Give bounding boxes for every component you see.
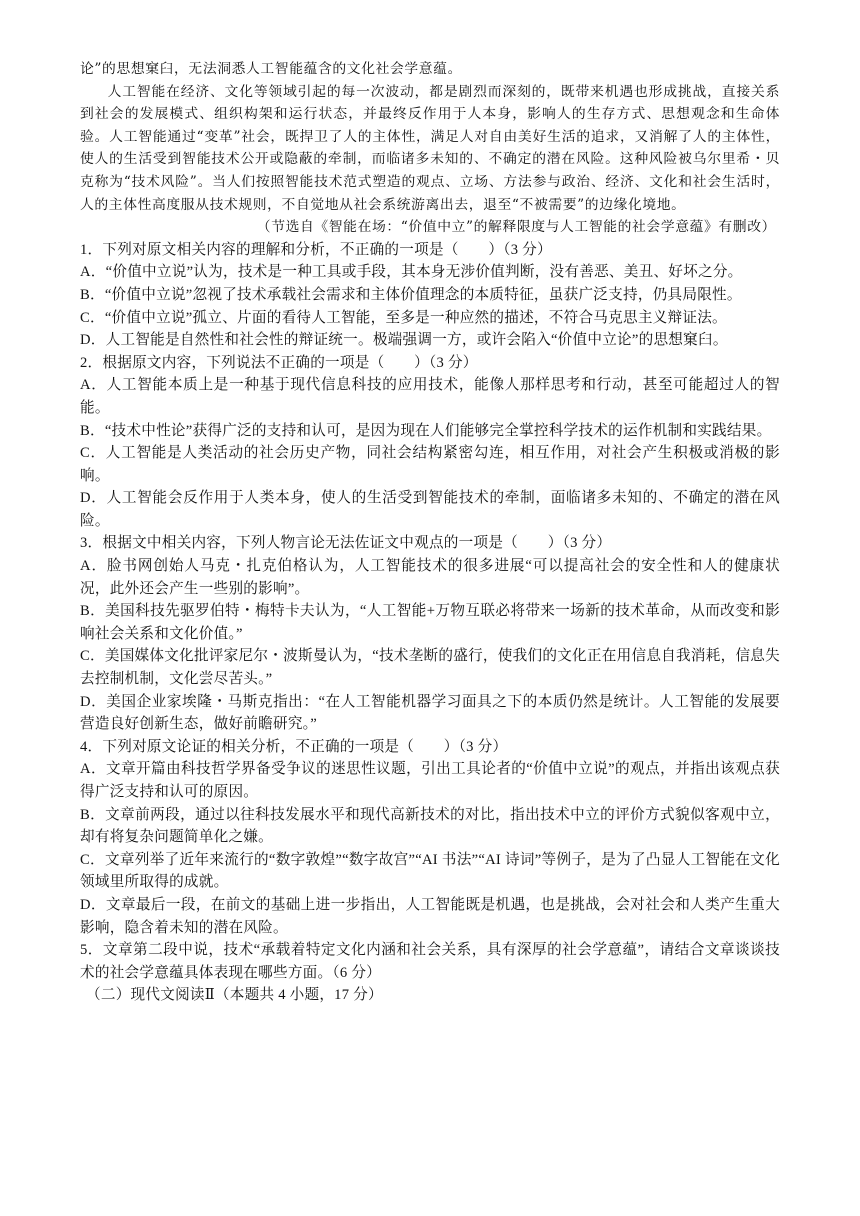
question-4 <box>80 736 780 939</box>
question-stem: 2．根据原文内容，下列说法不正确的一项是（ ）（3 分） <box>80 354 478 371</box>
option-b: B．“技术中性论”获得广泛的支持和认可，是因为现在人们能够完全掌控科学技术的运作机制和实践结果。 <box>80 422 772 439</box>
question-stem: 3．根据文中相关内容，下列人物言论无法佐证文中观点的一项是（ ）（3 分） <box>80 535 612 552</box>
question-1 <box>80 239 780 352</box>
option-a: A．“价值中立说”认为，技术是一种工具或手段，其本身无涉价值判断，没有善恶、美丑、好坏之分。 <box>80 264 743 281</box>
passage-paragraph-0: 论”的思想窠臼，无法洞悉人工智能蕴含的文化社会学意蕴。 <box>80 61 462 77</box>
option-d: D．人工智能是自然性和社会性的辩证统一。极端强调一方，或许会陷入“价值中立论”的思想窠臼。 <box>80 332 728 349</box>
option-d: D．文章最后一段，在前文的基础上进一步指出，人工智能既是机遇，也是挑战，会对社会和人类产生重大影响，隐含着未知的潜在风险。 <box>80 896 780 936</box>
option-c: C．人工智能是人类活动的社会历史产物，同社会结构紧密勾连，相互作用，对社会产生积极或消极的影响。 <box>80 445 780 484</box>
option-b: B．美国科技先驱罗伯特・梅特卡夫认为，“人工智能+万物互联必将带来一场新的技术革命，从而改变和影响社会关系和文化价值。” <box>80 603 780 642</box>
question-3 <box>80 532 780 735</box>
passage-source: （节选自《智能在场：“价值中立”的解释限度与人工智能的社会学意蕴》有删改） <box>256 219 776 236</box>
option-c: C．文章列举了近年来流行的“数字敦煌”“数字故宫”“AI 书法”“AI 诗词”等例子，是为了凸显人工智能在文化领域里所取得的成就。 <box>80 851 780 891</box>
option-d: D．美国企业家埃隆・马斯克指出：“在人工智能机器学习面具之下的本质仍然是统计。人工智能的发展要营造良好创新生态，做好前瞻研究。” <box>80 693 780 733</box>
option-a: A．文章开篇由科技哲学界备受争议的迷思性议题，引出工具论者的“价值中立说”的观点，并指出该观点获得广泛支持和认可的原因。 <box>80 761 780 800</box>
option-a: A．脸书网创始人马克・扎克伯格认为，人工智能技术的很多进展“可以提高社会的安全性和人的健康状况，此外还会产生一些别的影响”。 <box>80 558 780 597</box>
section-heading: （二）现代文阅读Ⅱ（本题共 4 小题，17 分） <box>86 987 383 1004</box>
option-b: B．“价值中立说”忽视了技术承载社会需求和主体价值理念的本质特征，虽获广泛支持，仍具局限性。 <box>80 286 742 303</box>
option-a: A．人工智能本质上是一种基于现代信息科技的应用技术，能像人那样思考和行动，甚至可能超过人的智能。 <box>80 377 780 416</box>
option-c: C．“价值中立说”孤立、片面的看待人工智能，至多是一种应然的描述，不符合马克思主义辩证法。 <box>80 309 727 326</box>
question-5 <box>80 939 780 984</box>
question-stem: 1．下列对原文相关内容的理解和分析，不正确的一项是（ ）（3 分） <box>80 241 552 258</box>
option-d: D．人工智能会反作用于人类本身，使人的生活受到智能技术的牵制，面临诸多未知的、不确定的潜在风险。 <box>80 490 780 529</box>
question-stem: 4．下列对原文论证的相关分析，不正确的一项是（ ）（3 分） <box>80 738 508 755</box>
option-c: C．美国媒体文化批评家尼尔・波斯曼认为，“技术垄断的盛行，使我们的文化正在用信息自我消耗，信息失去控制机制，文化尝尽苦头。” <box>80 648 780 688</box>
question-stem: 5．文章第二段中说，技术“承载着特定文化内涵和社会关系，具有深厚的社会学意蕴”，请结合文章谈谈技术的社会学意蕴具体表现在哪些方面。（6 分） <box>80 942 780 981</box>
passage-paragraph-1: 人工智能在经济、文化等领域引起的每一次波动，都是剧烈而深刻的，既带来机遇也形成挑战，直接关系到社会的发展模式、组织构架和运行状态，并最终反作用于人本身，影响人的生存方式、思想观念和生命体验。人工智能通过“变革”社会，既捍卫了人的主体性，满足人对自由美好生活的追求，又消解了人的主体性，使人的生活受到智能技术公开或隐蔽的牵制，而临诸多未知的、不确定的潜在风险。这种风险被乌尔里希・贝克称为“技术风险”。当人们按照智能技术范式塑造的观点、立场、方法参与政治、经济、文化和社会生活时，人的主体性高度服从技术规则，不自觉地从社会系统游离出去，退至“不被需要”的边缘化境地。 <box>80 83 780 213</box>
exam-page <box>80 58 780 1007</box>
option-b: B．文章前两段，通过以往科技发展水平和现代高新技术的对比，指出技术中立的评价方式貌似客观中立，却有将复杂问题简单化之嫌。 <box>80 806 780 846</box>
question-2 <box>80 352 780 533</box>
